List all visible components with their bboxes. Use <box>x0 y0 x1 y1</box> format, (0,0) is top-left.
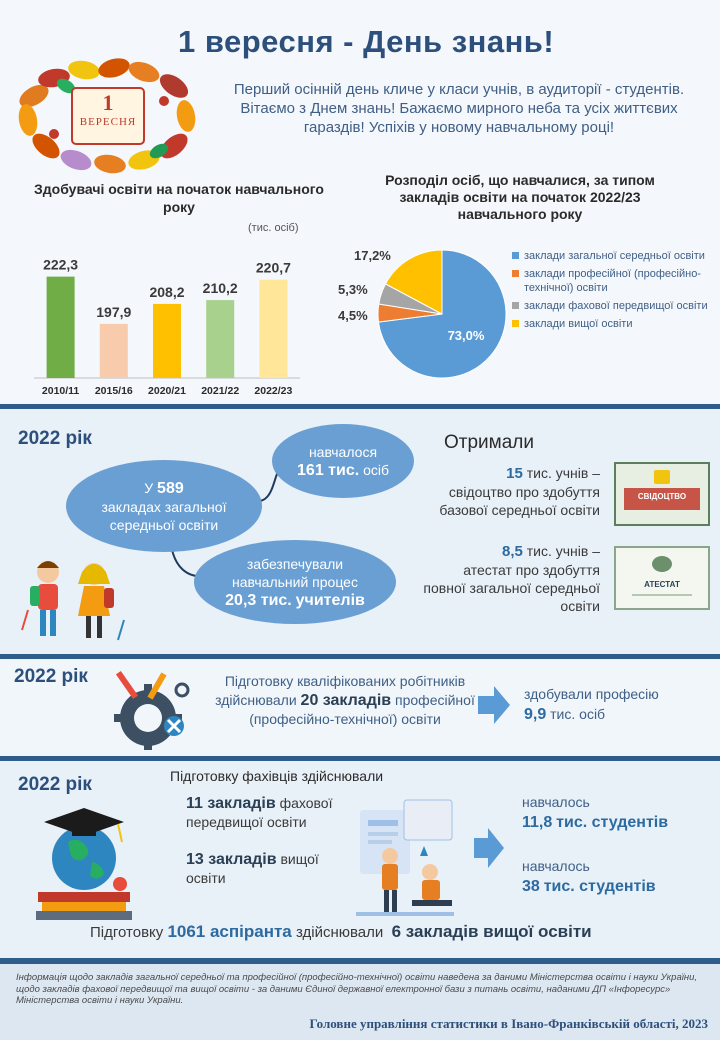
schools-count: 589 <box>157 479 184 497</box>
stat-text: тис. студентів <box>543 878 656 895</box>
students-cloud <box>272 424 414 498</box>
specialists-head: Підготовку фахівців здійснювали <box>170 768 384 784</box>
legend-item <box>512 249 712 263</box>
cloud-text: учителів <box>295 591 365 609</box>
bar <box>259 280 287 378</box>
header-section <box>0 0 720 404</box>
bar <box>100 324 128 378</box>
stat-text: тис. учнів – <box>526 543 600 559</box>
postgraduate-line <box>90 922 592 942</box>
students-study-icon <box>350 796 460 920</box>
divider <box>0 404 720 409</box>
prehigher-students <box>522 792 668 833</box>
universities-count: 6 закладів вищої освіти <box>391 922 592 941</box>
divider <box>0 756 720 761</box>
bar-tick-label: 2010/11 <box>41 385 80 397</box>
bar-value-label: 208,2 <box>149 283 185 300</box>
stat-text: здійснювали <box>295 924 384 941</box>
legend-item <box>512 299 712 313</box>
bar-tick-label: 2022/23 <box>254 385 293 397</box>
stat-text: свідоцтво про здобуття базової середньої освіти <box>439 484 600 518</box>
bar-value-label: 197,9 <box>96 303 132 320</box>
teachers-count: 20,3 тис. <box>225 591 292 609</box>
higher-count: 13 закладів <box>186 851 277 868</box>
arrow-right-icon <box>478 686 510 724</box>
postgraduate-count: 1061 аспіранта <box>167 922 292 941</box>
legend-swatch <box>512 252 519 259</box>
legend-swatch <box>512 302 519 309</box>
stat-text: Підготовку <box>90 924 164 941</box>
bar-value-label: 210,2 <box>202 280 238 297</box>
vocational-students <box>524 684 659 725</box>
legend-label: заклади вищої освіти <box>524 318 633 330</box>
cloud-text: забезпечували навчальний процес <box>232 555 358 590</box>
vocational-section <box>0 660 720 756</box>
received-title: Отримали <box>444 432 534 453</box>
diploma-count: 8,5 <box>501 543 523 560</box>
cloud-text: закладах загальної середньої освіти <box>101 498 227 533</box>
wreath-month: ВЕРЕСНЯ <box>79 116 137 128</box>
wreath-day: 1 <box>102 90 114 115</box>
prehigher-count: 11 закладів <box>186 795 276 812</box>
legend-label: заклади професійної (професійно-технічної) освіти <box>524 268 701 294</box>
kids-illustration-icon <box>18 550 128 650</box>
certificate-count: 15 <box>506 465 523 482</box>
stat-text: тис. студентів <box>556 814 669 831</box>
bar <box>47 277 75 378</box>
prehigher-students-count: 11,8 <box>522 814 553 831</box>
pie-chart <box>330 240 510 390</box>
doc-label: АТЕСТАТ <box>644 580 680 589</box>
stat-text: тис. осіб <box>550 706 606 722</box>
diploma-stat <box>418 542 600 615</box>
legend-item <box>512 317 712 331</box>
pie-chart-title: Розподіл осіб, що навчалися, за типом закладів освіти на початок 2022/23 навчального року <box>385 172 655 222</box>
legend-label: заклади фахової передвищої освіти <box>524 300 708 312</box>
page-title: 1 вересня - День знань! <box>178 24 555 59</box>
bar-chart-title: Здобувачі освіти на початок навчального року <box>34 181 324 215</box>
bar <box>206 300 234 378</box>
globe-books-icon <box>32 802 136 922</box>
bar-tick-label: 2021/22 <box>201 385 240 397</box>
schools-cloud <box>66 460 262 552</box>
arrow-right-icon <box>474 828 504 868</box>
higher-stat <box>186 850 336 888</box>
higher-education-section <box>0 762 720 958</box>
bar <box>153 304 181 378</box>
stat-text: фахової передвищої освіти <box>186 795 333 830</box>
bar-tick-label: 2020/21 <box>148 385 186 397</box>
pie-value-label: 73,0% <box>447 328 485 344</box>
footer <box>0 964 720 1040</box>
stat-text: здобували професію <box>524 686 659 702</box>
students-count: 161 тис. <box>297 461 360 479</box>
higher-students-count: 38 <box>522 878 540 895</box>
section-year: 2022 рік <box>18 428 92 449</box>
stat-text: тис. учнів – <box>526 465 600 481</box>
teachers-cloud <box>194 540 396 624</box>
legend-label: заклади загальної середньої освіти <box>524 250 705 262</box>
divider <box>0 654 720 659</box>
bar-tick-label: 2015/16 <box>94 385 133 397</box>
legend-swatch <box>512 320 519 327</box>
source-note: Інформація щодо закладів загальної середньої та професійної (професійно-технічної) освіти наведена за даними Міністерства освіти і науки України, щодо закладів фахової передвищої та вищої освіти - за даними Єдиної державної електронної бази з питань освіти, наданими ДП «Інфоресурс» Міністерства освіти і науки України. <box>16 972 697 1006</box>
tools-gear-icon <box>104 666 194 752</box>
legend-item <box>512 267 712 295</box>
bar-chart-unit: (тис. осіб) <box>248 222 299 234</box>
vocational-count: 20 закладів <box>300 692 392 709</box>
pie-legend <box>512 249 712 335</box>
section-year: 2022 рік <box>18 774 92 795</box>
stat-text: атестат про здобуття повної загальної середньої освіти <box>423 562 600 614</box>
stat-text: навчалось <box>522 858 590 874</box>
vocational-text <box>200 672 490 729</box>
school-section <box>0 410 720 654</box>
stat-text: вищої освіти <box>186 851 319 886</box>
certificate-stat <box>418 464 600 519</box>
vocational-students-count: 9,9 <box>524 706 547 723</box>
section-year: 2022 рік <box>14 666 88 687</box>
stat-text: Підготовку кваліфікованих робітників здійснювали <box>215 673 466 708</box>
legend-swatch <box>512 270 519 277</box>
doc-label: СВІДОЦТВО <box>637 492 687 501</box>
cloud-text: осіб <box>363 461 389 478</box>
bar-chart <box>34 232 300 402</box>
diploma-document-icon <box>614 546 710 610</box>
intro-text: Перший осінній день кличе у класи учнів, в аудиторії - студентів. Вітаємо з Днем знань! Бажаємо мирного неба та усіх життєвих гараздів! Успіхів у новому навчальному році! <box>233 81 685 136</box>
stat-text: професійної (професійно-технічної) освіти <box>249 692 475 727</box>
certificate-document-icon <box>614 462 710 526</box>
cloud-text: У <box>144 479 154 496</box>
prehigher-stat <box>186 794 356 832</box>
pie-value-label: 4,5% <box>338 308 368 323</box>
bar-value-label: 220,7 <box>255 259 291 276</box>
higher-students <box>522 856 656 897</box>
pie-value-label: 17,2% <box>354 248 391 263</box>
bar-value-label: 222,3 <box>43 256 79 273</box>
pie-value-label: 5,3% <box>338 282 368 297</box>
publisher: Головне управління статистики в Івано-Франківській області, 2023 <box>309 1016 708 1031</box>
cloud-text: навчалося <box>308 443 378 460</box>
stat-text: навчалось <box>522 794 590 810</box>
